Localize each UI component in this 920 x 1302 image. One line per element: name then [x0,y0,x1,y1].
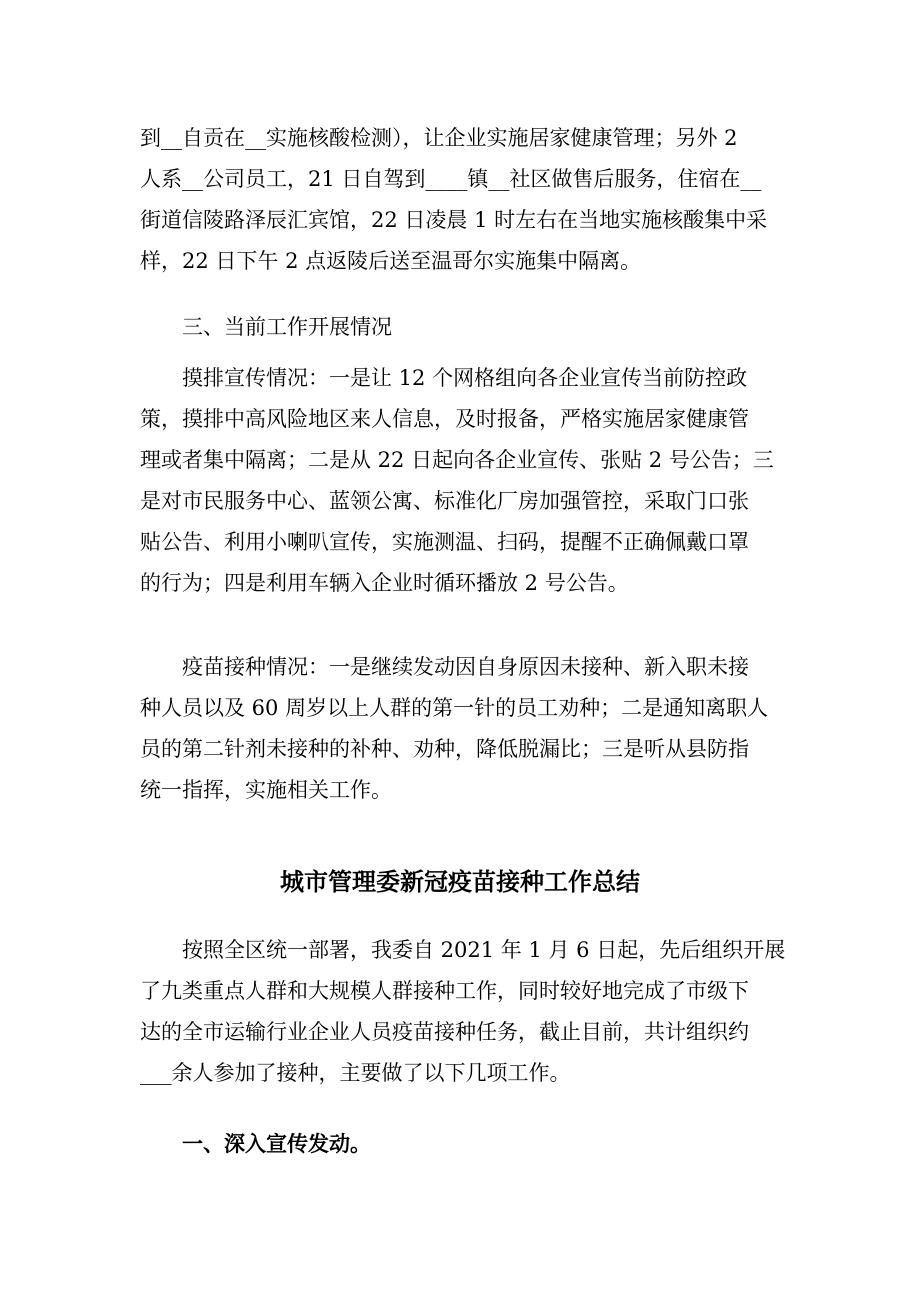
vaccination-paragraph [140,647,780,811]
paragraph-line: 理或者集中隔离；二是从 22 日起向各企业宣传、张贴 2 号公告；三 [140,448,774,472]
paragraph-line: 员的第二针剂未接种的补种、劝种，降低脱漏比；三是听从县防指 [140,737,749,761]
paragraph-line: 到__自贡在__实施核酸检测），让企业实施居家健康管理；另外 2 [140,126,738,150]
paragraph-line: 摸排宣传情况：一是让 12 个网格组向各企业宣传当前防控政 [182,366,748,390]
section-1-heading: 一、深入宣传发动。 [182,1132,371,1156]
section-3-heading: 三、当前工作开展情况 [182,315,392,339]
paragraph-line: 疫苗接种情况：一是继续发动因自身原因未接种、新入职未接 [182,655,749,679]
paragraph-line: 人系__公司员工，21 日自驾到____镇__社区做售后服务，住宿在__ [140,167,762,191]
paragraph-line: ___余人参加了接种，主要做了以下几项工作。 [140,1061,571,1085]
document-title: 城市管理委新冠疫苗接种工作总结 [280,868,640,896]
paragraph-line: 了九类重点人群和大规模人群接种工作，同时较好地完成了市级下 [140,979,749,1003]
paragraph-line: 街道信陵路泽辰汇宾馆，22 日凌晨 1 时左右在当地实施核酸集中采 [140,208,768,232]
screening-paragraph [140,358,780,604]
continuation-paragraph [140,118,780,282]
paragraph-line: 达的全市运输行业企业人员疫苗接种任务，截止目前，共计组织约 [140,1020,749,1044]
paragraph-line: 统一指挥，实施相关工作。 [140,778,392,802]
intro-paragraph [140,930,786,1094]
paragraph-line: 策，摸排中高风险地区来人信息，及时报备，严格实施居家健康管 [140,407,749,431]
paragraph-line: 按照全区统一部署，我委自 2021 年 1 月 6 日起，先后组织开展 [182,938,786,962]
paragraph-line: 种人员以及 60 周岁以上人群的第一针的员工劝种；二是通知离职人 [140,696,769,720]
paragraph-line: 是对市民服务中心、蓝领公寓、标准化厂房加强管控，采取门口张 [140,489,749,513]
paragraph-line: 样，22 日下午 2 点返陵后送至温哥尔实施集中隔离。 [140,249,642,273]
paragraph-line: 贴公告、利用小喇叭宣传，实施测温、扫码，提醒不正确佩戴口罩 [140,530,749,554]
paragraph-line: 的行为；四是利用车辆入企业时循环播放 2 号公告。 [140,571,629,595]
